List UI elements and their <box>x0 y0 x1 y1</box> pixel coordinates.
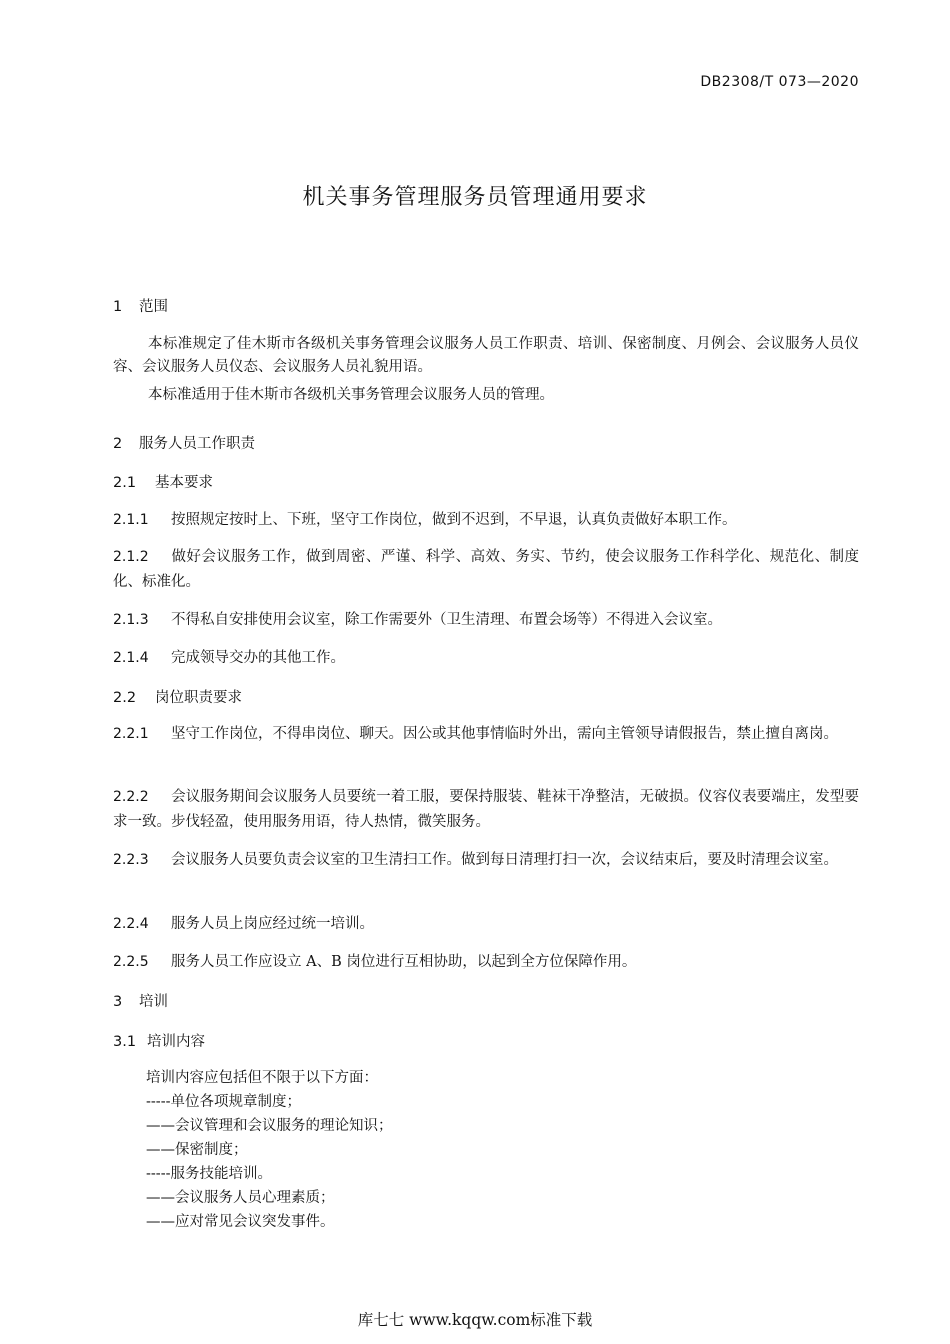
section-1-paragraph-1: 本标准规定了佳木斯市各级机关事务管理会议服务人员工作职责、培训、保密制度、月例会、会议服务人员仪容、会议服务人员仪态、会议服务人员礼貌用语。 <box>113 336 859 375</box>
clause-number: 2.2.3 <box>113 852 149 868</box>
clause-text: 按照规定按时上、下班，坚守工作岗位，做到不迟到，不早退，认真负责做好本职工作。 <box>171 512 737 528</box>
subsection-title: 培训内容 <box>147 1034 205 1050</box>
list-item: ——应对常见会议突发事件。 <box>146 1214 335 1230</box>
clause-number: 2.2.1 <box>113 726 149 742</box>
section-3-heading <box>113 990 168 1011</box>
list-item: ——保密制度； <box>146 1142 248 1158</box>
clause-number: 2.1.3 <box>113 612 149 628</box>
clause-2-2-4 <box>113 912 859 937</box>
footer-watermark: 库七七 www.kqqw.com标准下载 <box>357 1311 593 1329</box>
list-item: -----单位各项规章制度； <box>146 1094 301 1110</box>
clause-2-1-3 <box>113 608 859 633</box>
section-number: 1 <box>113 299 123 315</box>
subsection-title: 岗位职责要求 <box>155 690 242 706</box>
list-item: -----服务技能培训。 <box>146 1166 272 1182</box>
subsection-number: 3.1 <box>113 1034 137 1050</box>
clause-text: 坚守工作岗位，不得串岗位、聊天。因公或其他事情临时外出，需向主管领导请假报告，禁止擅自离岗。 <box>171 726 838 742</box>
standard-code: DB2308/T 073—2020 <box>700 74 859 90</box>
section-1-paragraph-2: 本标准适用于佳木斯市各级机关事务管理会议服务人员的管理。 <box>148 387 554 403</box>
subsection-number: 2.1 <box>113 475 137 491</box>
clause-text: 会议服务人员要负责会议室的卫生清扫工作。做到每日清理打扫一次，会议结束后，要及时清理会议室。 <box>171 852 838 868</box>
subsection-number: 2.2 <box>113 690 137 706</box>
clause-2-2-3 <box>113 848 859 873</box>
clause-text: 服务人员上岗应经过统一培训。 <box>171 916 374 932</box>
clause-text: 做好会议服务工作，做到周密、严谨、科学、高效、务实、节约，使会议服务工作科学化、规范化、制度化、标准化。 <box>113 549 859 590</box>
clause-number: 2.1.1 <box>113 512 149 528</box>
clause-2-1-4 <box>113 646 859 671</box>
subsection-2-2-heading <box>113 686 242 707</box>
list-intro: 培训内容应包括但不限于以下方面： <box>146 1070 378 1086</box>
section-number: 3 <box>113 994 123 1010</box>
clause-2-1-2 <box>113 545 859 595</box>
clause-number: 2.1.4 <box>113 650 149 666</box>
subsection-title: 基本要求 <box>155 475 213 491</box>
clause-2-1-1 <box>113 508 859 533</box>
list-item: ——会议管理和会议服务的理论知识； <box>146 1118 393 1134</box>
section-title: 范围 <box>139 299 168 315</box>
section-1-heading <box>113 295 168 316</box>
clause-text: 完成领导交办的其他工作。 <box>171 650 345 666</box>
clause-text: 不得私自安排使用会议室，除工作需要外（卫生清理、布置会场等）不得进入会议室。 <box>171 612 722 628</box>
clause-2-2-2 <box>113 785 859 835</box>
training-content-list <box>146 1066 393 1234</box>
section-number: 2 <box>113 436 123 452</box>
document-title: 机关事务管理服务员管理通用要求 <box>302 185 648 210</box>
section-2-heading <box>113 432 255 453</box>
clause-number: 2.2.2 <box>113 789 149 805</box>
clause-2-2-5 <box>113 950 859 975</box>
clause-text: 服务人员工作应设立 A、B 岗位进行互相协助，以起到全方位保障作用。 <box>171 954 637 970</box>
clause-number: 2.2.5 <box>113 954 149 970</box>
subsection-3-1-heading <box>113 1030 205 1051</box>
section-title: 服务人员工作职责 <box>139 436 255 452</box>
clause-text: 会议服务期间会议服务人员要统一着工服，要保持服装、鞋袜干净整洁，无破损。仪容仪表要端庄，发型要求一致。步伐轻盈，使用服务用语，待人热情，微笑服务。 <box>113 789 859 830</box>
clause-number: 2.1.2 <box>113 549 149 565</box>
clause-2-2-1 <box>113 722 859 747</box>
section-title: 培训 <box>139 994 168 1010</box>
list-item: ——会议服务人员心理素质； <box>146 1190 335 1206</box>
clause-number: 2.2.4 <box>113 916 149 932</box>
subsection-2-1-heading <box>113 471 213 492</box>
